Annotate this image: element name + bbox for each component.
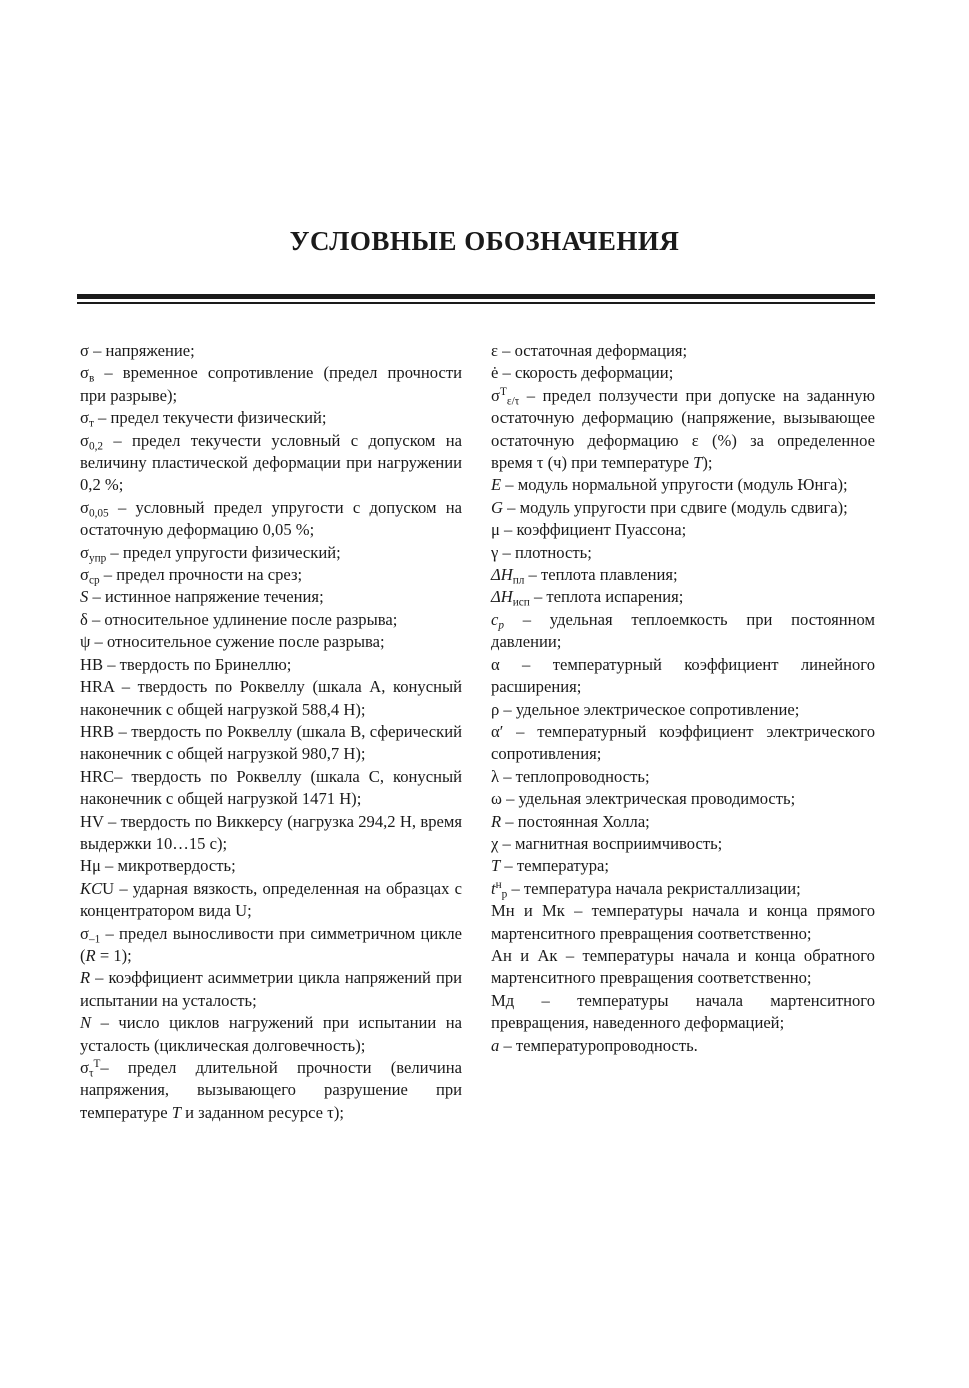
symbol: μ bbox=[491, 520, 500, 540]
symbol: σ bbox=[491, 385, 500, 405]
definition-text-tail: ); bbox=[702, 453, 713, 473]
definition-entry bbox=[80, 407, 462, 429]
symbol: σ bbox=[80, 341, 89, 360]
symbol-subscript: упр bbox=[88, 552, 107, 565]
definition-entry bbox=[491, 855, 875, 877]
definition-entry bbox=[491, 474, 875, 496]
symbol-subscript: пл bbox=[512, 574, 525, 587]
definition-text: – твердость по Роквеллу (шкала А, конусный наконечник с общей нагрузкой 588,4 Н); bbox=[80, 677, 462, 719]
symbol: χ bbox=[491, 833, 499, 853]
definition-text: – температурный коэффициент электрического сопротивления; bbox=[491, 721, 875, 764]
definition-text: – твердость по Роквеллу (шкала В, сферический наконечник с общей нагрузкой 980,7 Н); bbox=[80, 721, 462, 764]
symbol-subscript: ср bbox=[88, 574, 100, 587]
definition-text: – относительное удлинение после разрыва; bbox=[87, 609, 398, 629]
symbol: t bbox=[491, 878, 496, 898]
definition-text: – твердость по Роквеллу (шкала С, конусный наконечник с общей нагрузкой 1471 Н); bbox=[80, 766, 462, 809]
symbol: σ bbox=[80, 363, 89, 383]
definition-text: – постоянная Холла; bbox=[501, 811, 650, 831]
definition-text: – температура начала рекристаллизации; bbox=[507, 878, 801, 898]
inline-symbol: T bbox=[693, 453, 703, 473]
symbol: σ bbox=[80, 408, 89, 428]
definition-entry bbox=[80, 586, 462, 608]
definition-text: – теплопроводность; bbox=[499, 766, 650, 786]
definition-entry bbox=[80, 721, 462, 766]
definition-entry bbox=[491, 542, 875, 564]
symbol: KC bbox=[80, 878, 103, 898]
definition-text: – предел текучести условный с допуском на величину пластической деформации при нагружении 0,2 %; bbox=[80, 430, 462, 495]
definition-text: – истинное напряжение течения; bbox=[88, 587, 324, 607]
definition-text: – удельная теплоемкость при постоянном давлении; bbox=[491, 609, 875, 652]
symbol: R bbox=[80, 968, 91, 988]
symbol: σ bbox=[80, 923, 89, 943]
symbol: S bbox=[80, 587, 89, 607]
definition-text: – теплота испарения; bbox=[529, 587, 684, 607]
symbol: T bbox=[491, 856, 501, 876]
right-column bbox=[491, 340, 875, 1057]
definition-entry bbox=[80, 362, 462, 407]
inline-symbol: T bbox=[171, 1102, 181, 1122]
definition-entry bbox=[491, 497, 875, 519]
definition-text: – температурный коэффициент линейного расширения; bbox=[491, 654, 875, 697]
definition-text: – коэффициент Пуассона; bbox=[499, 520, 687, 540]
definition-entry bbox=[80, 1057, 462, 1124]
symbol-subscript: р bbox=[501, 888, 508, 901]
title-rule-thick bbox=[77, 294, 875, 299]
definition-entry bbox=[491, 362, 875, 384]
definition-text: – ударная вязкость, определенная на образцах с концентратором вида U; bbox=[80, 878, 462, 921]
definition-text: – предел выносливости при симметричном цикле ( bbox=[80, 923, 462, 965]
symbol-subscript: в bbox=[88, 372, 95, 385]
definition-entry bbox=[80, 811, 462, 856]
symbol-subscript: 0,2 bbox=[88, 440, 104, 452]
symbol: α′ bbox=[491, 721, 504, 741]
symbol-subscript: –1 bbox=[88, 932, 101, 945]
definition-entry bbox=[80, 923, 462, 968]
definition-entry bbox=[80, 654, 462, 676]
definition-entry bbox=[491, 878, 875, 900]
symbol: σ bbox=[80, 430, 89, 450]
definition-text: – температура; bbox=[500, 856, 610, 876]
definition-entry bbox=[491, 833, 875, 855]
definition-entry bbox=[80, 430, 462, 497]
definition-entry bbox=[491, 519, 875, 541]
definition-text: – остаточная деформация; bbox=[497, 341, 688, 360]
definition-text: – предел упругости физический; bbox=[106, 542, 341, 562]
definition-text: – предел текучести физический; bbox=[93, 408, 327, 428]
inline-symbol: R bbox=[85, 945, 96, 965]
symbol: N bbox=[80, 1013, 92, 1033]
symbol: R bbox=[491, 811, 502, 831]
definition-text: – напряжение; bbox=[88, 341, 195, 360]
definition-text: – модуль упругости при сдвиге (модуль сдвига); bbox=[502, 497, 848, 517]
definition-text: – предел длительной прочности (величина напряжения, вызывающего разрушение при температуре bbox=[80, 1058, 462, 1122]
definition-entry bbox=[80, 542, 462, 564]
title-rule-thin bbox=[77, 302, 875, 304]
symbol: Hμ bbox=[80, 856, 101, 876]
symbol: a bbox=[491, 1035, 500, 1055]
definition-text: – температуропроводность. bbox=[499, 1035, 698, 1055]
symbol: HV bbox=[80, 811, 104, 831]
symbol: ρ bbox=[491, 699, 500, 719]
symbol: σ bbox=[80, 1058, 89, 1077]
definition-entry bbox=[80, 1012, 462, 1057]
definition-entry bbox=[491, 699, 875, 721]
symbol: HB bbox=[80, 654, 104, 674]
symbol: σ bbox=[80, 565, 89, 585]
symbol-subscript: 0,05 bbox=[88, 507, 109, 520]
symbol: E bbox=[491, 475, 502, 495]
symbol-subscript: т bbox=[88, 417, 94, 430]
definition-entry bbox=[80, 766, 462, 811]
symbol-suffix: U bbox=[102, 878, 115, 898]
symbol-subscript: p bbox=[498, 619, 505, 632]
definition-entry bbox=[491, 811, 875, 833]
symbol: δ bbox=[80, 609, 88, 629]
definition-entry bbox=[491, 900, 875, 945]
symbol: HRC bbox=[80, 766, 115, 786]
symbol: λ bbox=[491, 766, 500, 786]
definition-entry bbox=[80, 564, 462, 586]
symbol-subscript: τ bbox=[88, 1067, 94, 1080]
definition-entry bbox=[491, 1035, 875, 1057]
definition-entry bbox=[80, 609, 462, 631]
symbol-subscript: ε/τ bbox=[506, 395, 520, 408]
definition-entry bbox=[491, 721, 875, 766]
definition-text: – предел прочности на срез; bbox=[99, 565, 303, 585]
definition-text: – микротвердость; bbox=[100, 856, 236, 876]
symbol: ω bbox=[491, 789, 502, 809]
definition-text-tail: = 1); bbox=[95, 945, 132, 965]
definition-text: – предел ползучести при допуске на заданную остаточную деформацию (напряжение, вызывающее остаточную деформацию ε (%) за определенное время τ (ч) при температуре bbox=[491, 385, 875, 473]
symbol: γ bbox=[491, 542, 499, 562]
page-title: УСЛОВНЫЕ ОБОЗНАЧЕНИЯ bbox=[289, 226, 680, 256]
symbol: α bbox=[491, 654, 500, 674]
definition-text: – скорость деформации; bbox=[498, 363, 674, 383]
symbol: c bbox=[491, 609, 499, 629]
definition-text: – температуры начала мартенситного превращения, наведенного деформацией; bbox=[491, 990, 875, 1033]
definition-entry bbox=[491, 990, 875, 1035]
symbol: HRA bbox=[80, 677, 115, 697]
definition-entry bbox=[491, 654, 875, 699]
symbol-subscript: исп bbox=[512, 596, 530, 609]
symbol: G bbox=[491, 497, 503, 517]
left-column bbox=[80, 340, 462, 1124]
symbol: ε bbox=[491, 341, 498, 360]
symbol: Мд bbox=[491, 990, 515, 1010]
definition-entry bbox=[491, 766, 875, 788]
definition-entry bbox=[80, 855, 462, 877]
symbol: Мн и Мк bbox=[491, 901, 565, 921]
symbol: ψ bbox=[80, 632, 91, 652]
definition-entry bbox=[491, 945, 875, 990]
definition-entry bbox=[491, 609, 875, 654]
definition-text: – условный предел упругости с допуском на остаточную деформацию 0,05 %; bbox=[80, 497, 462, 540]
definition-entry bbox=[80, 631, 462, 653]
definition-text: – температуры начала и конца обратного мартенситного превращения соответственно; bbox=[491, 945, 875, 988]
definition-text: – относительное сужение после разрыва; bbox=[90, 632, 385, 652]
definition-entry bbox=[491, 586, 875, 608]
symbol-superscript: T bbox=[93, 1057, 101, 1070]
definition-entry bbox=[491, 788, 875, 810]
definition-text: – теплота плавления; bbox=[524, 565, 678, 585]
definition-entry bbox=[491, 385, 875, 475]
symbol: ΔH bbox=[491, 587, 513, 607]
definition-text: – температуры начала и конца прямого мартенситного превращения соответственно; bbox=[491, 901, 875, 943]
definition-text-tail: и заданном ресурсе τ); bbox=[180, 1102, 344, 1122]
symbol: σ bbox=[80, 497, 89, 517]
definition-text: – временное сопротивление (предел прочности при разрыве); bbox=[80, 363, 462, 405]
symbol-superscript: н bbox=[495, 878, 502, 891]
definition-text: – магнитная восприимчивость; bbox=[498, 833, 723, 853]
symbol: Ан и Ак bbox=[491, 945, 558, 965]
definition-text: – удельная электрическая проводимость; bbox=[501, 789, 796, 809]
symbol: σ bbox=[80, 542, 89, 562]
symbol: ΔH bbox=[491, 565, 513, 585]
symbol: ė bbox=[491, 363, 499, 383]
definition-text: – твердость по Бринеллю; bbox=[103, 654, 292, 674]
symbol-superscript: T bbox=[499, 385, 507, 398]
definition-text: – коэффициент асимметрии цикла напряжений при испытании на усталость; bbox=[80, 968, 462, 1010]
definition-entry bbox=[80, 340, 462, 362]
definition-entry bbox=[80, 967, 462, 1012]
definition-entry bbox=[491, 564, 875, 586]
definition-entry bbox=[80, 497, 462, 542]
definition-entry bbox=[491, 340, 875, 362]
definition-text: – удельное электрическое сопротивление; bbox=[499, 699, 800, 719]
definition-entry bbox=[80, 676, 462, 721]
definition-text: – плотность; bbox=[498, 542, 592, 562]
definition-entry bbox=[80, 878, 462, 923]
definition-text: – твердость по Виккерсу (нагрузка 294,2 Н, время выдержки 10…15 с); bbox=[80, 811, 462, 853]
symbol: HRB bbox=[80, 721, 115, 741]
definition-text: – число циклов нагружений при испытании на усталость (циклическая долговечность); bbox=[80, 1013, 462, 1055]
definition-text: – модуль нормальной упругости (модуль Юнга); bbox=[501, 475, 848, 495]
